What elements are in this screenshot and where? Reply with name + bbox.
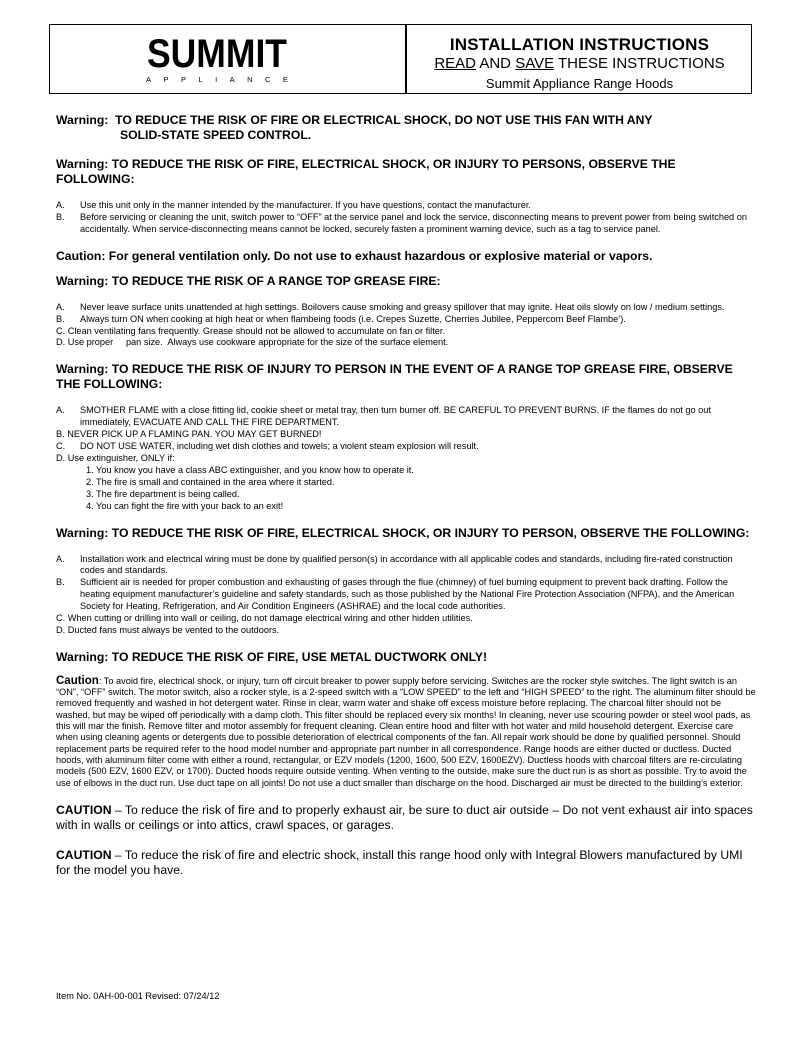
list-item [56,405,756,429]
warning-speed-control [56,113,756,143]
warning-grease-fire: Warning: TO REDUCE THE RISK OF A RANGE TOP GREASE FIRE: [56,273,441,288]
item-text: Use this unit only in the manner intended by the manufacturer. If you have questions, contact the manufacturer. [80,200,531,210]
caution-ventilation: Caution: For general ventilation only. Do not use to exhaust hazardous or explosive material or vapors. [56,248,653,263]
list-item: D. Use proper pan size. Always use cookware appropriate for the size of the surface element. [56,337,449,348]
list-grease [56,302,756,350]
warning-text-cont: SOLID-STATE SPEED CONTROL. [120,128,312,142]
warning-installation: Warning: TO REDUCE THE RISK OF FIRE, ELECTRICAL SHOCK, OR INJURY TO PERSON, OBSERVE THE FOLLOWING: [56,525,750,540]
caution-duct-outside [56,803,756,834]
item-text: Sufficient air is needed for proper combustion and exhausting of gases through the flue (chimney) of fuel burning equipment to prevent back drafting. Follow the heating equipment manufacturer’s guideline and safety standards, such as those published by the National Fire Protection Association (NFPA), and the American Society for Heating, Refrigeration, and Air Condition Engineers (ASHRAE) and the local code authorities. [80,577,735,612]
list-item: B. NEVER PICK UP A FLAMING PAN. YOU MAY GET BURNED! [56,429,322,440]
page-subtitle: Summit Appliance Range Hoods [485,76,674,91]
warning-label: Warning: [56,113,109,127]
item-text: Always turn ON when cooking at high heat or when flambeing foods (i.e. Crepes Suzette, Cherries Jubilee, Peppercorn Beef Flambe’). [80,313,626,324]
logo-letter: C [265,75,271,84]
list-item [56,200,756,212]
save-word: SAVE [515,55,555,72]
warning-metal-ductwork: Warning: TO REDUCE THE RISK OF FIRE, USE METAL DUCTWORK ONLY! [56,649,488,664]
logo-letter: L [198,75,203,84]
caution-maintenance-paragraph [56,676,756,789]
document-body [56,113,756,879]
list-item: C. When cutting or drilling into wall or ceiling, do not damage electrical wiring and other hidden utilities. [56,613,473,624]
warning-grease-fire-injury: Warning: TO REDUCE THE RISK OF INJURY TO PERSON IN THE EVENT OF A RANGE TOP GREASE FIRE, OBSERVE THE FOLLOWING: [56,362,733,392]
item-label: B. [56,577,65,588]
warning-text: TO REDUCE THE RISK OF FIRE OR ELECTRICAL SHOCK, DO NOT USE THIS FAN WITH ANY [115,113,653,127]
logo-letter: A [146,75,152,84]
list-item [56,577,756,613]
item-text: Never leave surface units unattended at high settings. Boilovers cause smoking and greasy spillover that may ignite. Heat oils slowly on low / medium settings. [80,301,725,312]
list-item [56,441,756,453]
caution-text: – To reduce the risk of fire and electric shock, install this range hood only with Integral Blowers manufactured by UMI for the model you have. [56,847,743,878]
list-item: D. Ducted fans must always be vented to the outdoors. [56,624,280,635]
list-fire-response [56,405,756,512]
caution-integral-blowers [56,848,756,879]
list-item [56,314,756,326]
caution-label: Caution [56,674,99,687]
summit-wordmark [146,32,288,76]
list-item [56,302,756,314]
sub-list-item: 1. You know you have a class ABC extinguisher, and you know how to operate it. [86,464,414,475]
item-text: SMOTHER FLAME with a close fitting lid, cookie sheet or metal tray, then turn burner off. BE CAREFUL TO PREVENT BURNS. IF the flames do not go out immediately, EVACUATE AND CALL THE FIRE DEPARTMENT. [80,405,711,428]
read-word: READ [434,55,476,72]
sub-list-item: 2. The fire is small and contained in the area where it started. [86,476,335,487]
caution-text: : To avoid fire, electrical shock, or injury, turn off circuit breaker to power supply before servicing. Switches are the rocker style switches. The light switch is an “ON”, “OFF” switch. The motor switch, also a rocker style, is a 2-speed switch with a “LOW SPEED” to the left and “HIGH SPEED” to the right. The aluminum filter should be removed frequently and washed in hot detergent water. Rinse in clear, warm water and shake off excess moisture before replacing. The charcoal filter should not be washed, but may be wiped off periodically with a damp cloth. This filter should be replaced every six months! In cleaning, never use scouring powder or steel wool pads, as this will mar the finish. Remove filter and motor assembly for frequent cleaning. Clean entire hood and filter with hot water and mild household detergent. Exercise care when using cleaning agents or detergents due to possible deterioration of electrical components of the fan. All repair work should be done by qualified personnel. Should replacement parts be required refer to the hood model number and appropriate part number in all correspondence. Range hoods are either ducted or ductless. Ducted hoods, with aluminum filter come with either a round, rectangular, or EZV models (1200, 1600, 500 EZV, 1600EZV). Ductless hoods with charcoal filters are re-circulating models (500 EZV, 1600 EZV, or 1700). Ducted hoods require outside venting. When venting to the outside, make sure the duct run is as short as possible. Try to avoid the use of elbows in the duct run. Use duct tape on all joints! Do not use a duct smaller than discharge on the hood. Discharged air must be directed to the building’s exterior. [56,675,756,788]
appliance-subtitle [146,75,288,84]
logo-letter: P [163,75,169,84]
item-text: Before servicing or cleaning the unit, switch power to “OFF” at the service panel and lock the service, disconnecting means to prevent power from being switched on accidentally. When service-disconnecting means cannot be locked, securely fasten a prominent warning device, such as a tag to service panel. [80,211,747,234]
logo-letter: E [282,75,288,84]
item-label: B. [56,313,65,324]
logo-letter: P [180,75,186,84]
logo-letter: I [215,75,218,84]
logo-letter: N [247,75,253,84]
caution-text: – To reduce the risk of fire and to properly exhaust air, be sure to duct air outside – Do not vent exhaust air into spaces with in walls or ceilings or into attics, crawl spaces, or garages. [56,802,753,833]
item-label: B. [56,211,65,222]
list-item: C. Clean ventilating fans frequently. Grease should not be allowed to accumulate on fan or filter. [56,325,445,336]
and-word: AND [479,55,512,72]
warning-fire-shock-persons: Warning: TO REDUCE THE RISK OF FIRE, ELECTRICAL SHOCK, OR INJURY TO PERSONS, OBSERVE THE FOLLOWING: [56,157,676,186]
item-text: Installation work and electrical wiring must be done by qualified person(s) in accordance with all applicable codes and standards, including fire-rated construction codes and standards. [80,553,733,576]
list-item [56,554,756,578]
item-label: A. [56,553,65,564]
these-word: THESE INSTRUCTIONS [558,55,725,72]
item-text: DO NOT USE WATER, including wet dish clothes and towels; a violent steam explosion will result. [80,441,479,452]
header-box [49,24,752,94]
list-installation [56,554,756,637]
page-title: INSTALLATION INSTRUCTIONS [449,35,710,54]
list-item [56,212,756,236]
sub-list-item: 4. You can fight the fire with your back to an exit! [86,500,284,511]
caution-label: CAUTION [56,847,112,862]
sub-list-item: 3. The fire department is being called. [86,488,240,499]
read-save-line [406,55,753,72]
svg-text:SUMMIT: SUMMIT [147,32,287,76]
item-label: A. [56,301,65,312]
footer-item-number: Item No. 0AH-00-001 Revised: 07/24/12 [56,991,220,1001]
item-label: A. [56,200,65,210]
logo-letter: A [229,75,235,84]
list-general [56,200,756,236]
list-item: D. Use extinguisher, ONLY if: [56,452,175,463]
summit-logo [146,33,288,87]
caution-label: CAUTION [56,802,112,817]
item-label: A. [56,405,65,416]
item-label: C. [56,441,66,452]
